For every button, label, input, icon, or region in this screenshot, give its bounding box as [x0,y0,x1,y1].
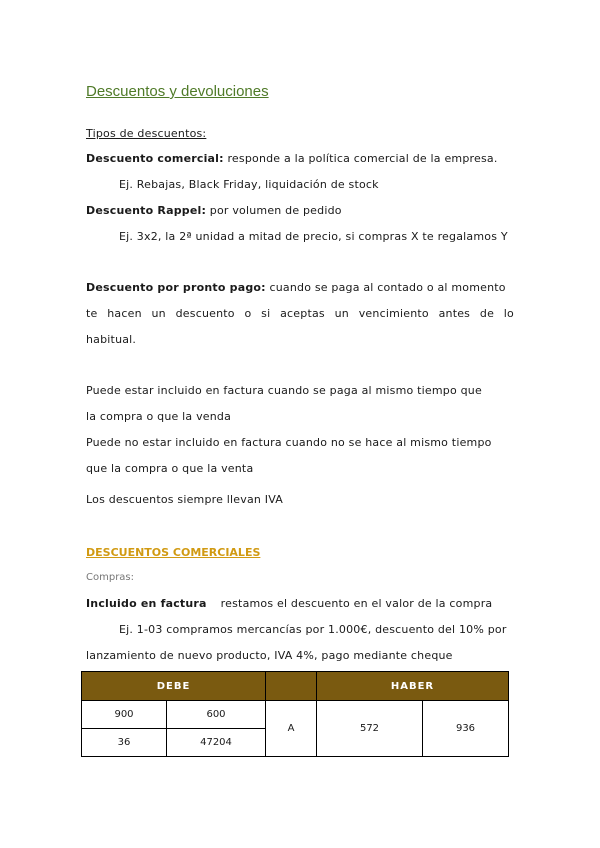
tipos-heading: Tipos de descuentos: [86,127,207,140]
debe-cell: 47204 [167,729,266,757]
debe-cell: 900 [82,701,167,729]
debe-header: DEBE [82,672,266,701]
paragraph-incluido-1b: la compra o que la venda [86,410,232,423]
paragraph-no-incluido-2a: Puede no estar incluido en factura cuando no se hace al mismo tiempo [86,436,492,449]
descuento-rappel-term: Descuento Rappel: [86,204,207,217]
descuento-rappel-example: Ej. 3x2, la 2ª unidad a mitad de precio, si compras X te regalamos Y [119,230,508,243]
descuento-rappel-desc: por volumen de pedido [206,204,342,217]
journal-entry-table [81,671,509,757]
section-title: DESCUENTOS COMERCIALES [86,546,261,559]
descuento-comercial-example: Ej. Rebajas, Black Friday, liquidación de stock [119,178,379,191]
ejemplo-line1: Ej. 1-03 compramos mercancías por 1.000€, descuento del 10% por [119,623,507,636]
pronto-pago-line2: te hacen un descuento o si aceptas un vencimiento antes de lo [86,307,514,320]
incluido-factura-line [86,597,492,610]
pronto-pago-term: Descuento por pronto pago: [86,281,266,294]
pronto-pago-desc: cuando se paga al contado o al momento [265,281,506,294]
table-header-row [82,672,509,701]
separator-cell: A [266,701,317,757]
descuento-comercial-desc: responde a la política comercial de la empresa. [223,152,498,165]
descuento-comercial-line [86,152,498,165]
middle-header [266,672,317,701]
pronto-pago-line1 [86,281,506,294]
table-row [82,701,509,729]
haber-cell: 572 [317,701,423,757]
page-title: Descuentos y devoluciones [86,83,269,100]
descuento-rappel-line [86,204,342,217]
debe-cell: 36 [82,729,167,757]
haber-header: HABER [317,672,509,701]
pronto-pago-line3: habitual. [86,333,137,346]
descuento-comercial-term: Descuento comercial: [86,152,224,165]
paragraph-incluido-1a: Puede estar incluido en factura cuando se paga al mismo tiempo que [86,384,482,397]
haber-cell: 936 [423,701,509,757]
compras-label: Compras: [86,572,135,583]
incluido-factura-desc: restamos el descuento en el valor de la compra [220,597,493,610]
paragraph-iva: Los descuentos siempre llevan IVA [86,493,283,506]
incluido-factura-term: Incluido en factura [86,597,207,610]
paragraph-no-incluido-2b: que la compra o que la venta [86,462,254,475]
ejemplo-line2: lanzamiento de nuevo producto, IVA 4%, pago mediante cheque [86,649,453,662]
debe-cell: 600 [167,701,266,729]
